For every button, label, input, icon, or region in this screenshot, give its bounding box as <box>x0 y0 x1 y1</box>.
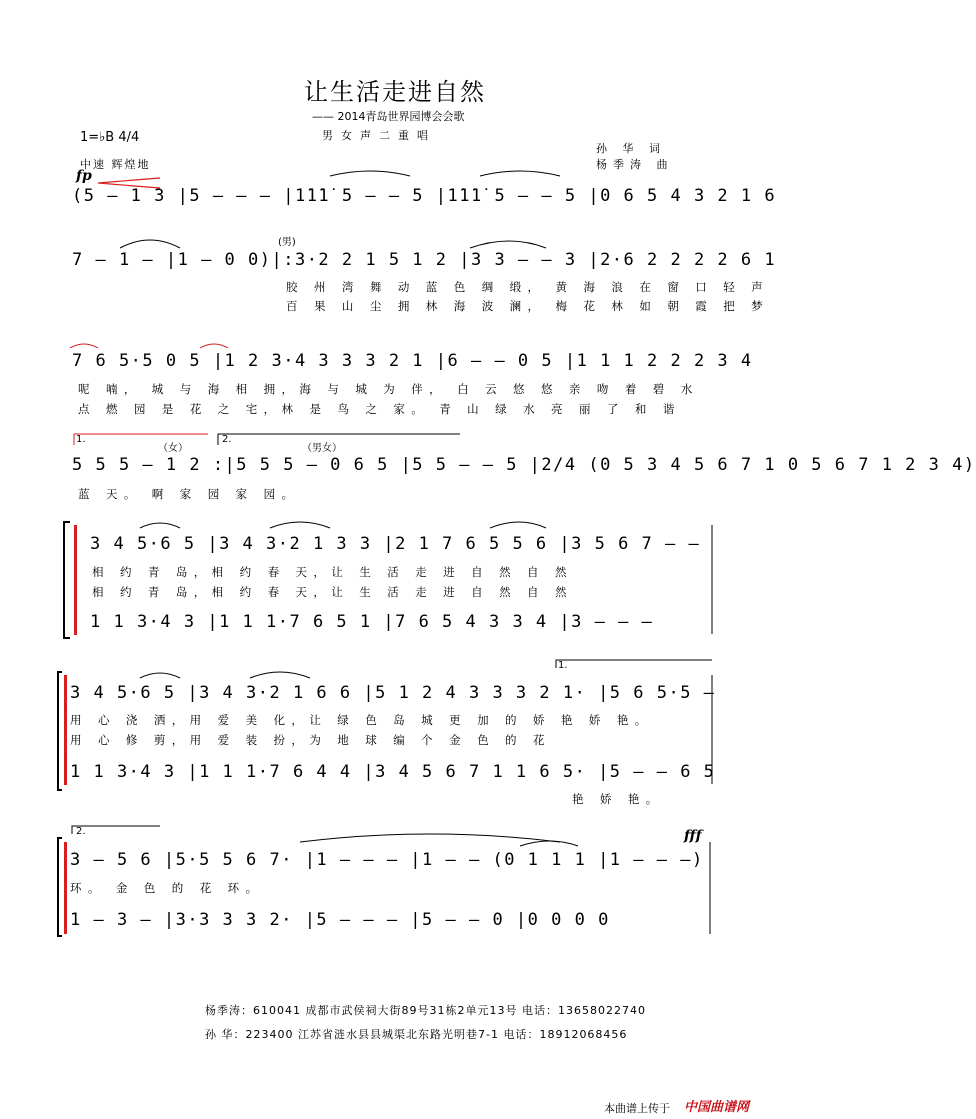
site-logo[interactable]: 中国曲谱网 <box>684 1100 750 1115</box>
system2-lower: 1 1 3·4 3 |1 1 1·7 6 4 4 |3 4 5 6 7 1 1 6 5· |5 – – 6 5 <box>70 762 716 782</box>
performers-label: 男女声二重唱 <box>322 129 436 142</box>
system1-lower: 1 1 3·4 3 |1 1 1·7 6 5 1 |7 6 5 4 3 3 4 |3 – – – <box>90 612 654 632</box>
part-label-male: (男) <box>278 237 296 248</box>
system2-volta-1: 1. <box>558 660 568 671</box>
system3-lower: 1 – 3 – |3·3 3 3 2· |5 – – – |5 – – 0 |0 0 0 0 <box>70 910 610 930</box>
system3-volta-2: 2. <box>76 826 86 837</box>
system1-upper: 3 4 5·6 5 |3 4 3·2 1 3 3 |2 1 7 6 5 5 6 |3 5 6 7 – – <box>90 534 701 554</box>
volta-1-label: 1. <box>76 434 86 445</box>
upload-notice: 本曲谱上传于 <box>604 1102 670 1115</box>
part-label-female: （女） <box>158 443 188 454</box>
lyric-line-2a: 胶 州 湾 舞 动 蓝 色 绸 缎， 黄 海 浪 在 窗 口 轻 声 <box>286 280 770 294</box>
composer-credit: 杨季涛 曲 <box>596 158 674 171</box>
score-line-2: 7 – 1 – |1 – 0 0)|:3·2 2 1 5 1 2 |3 3 – – 3 |2·6 2 2 2 2 6 1 <box>72 250 777 270</box>
system2-upper: 3 4 5·6 5 |3 4 3·2 1 6 6 |5 1 2 4 3 3 3 2 1· |5 6 5·5 – <box>70 683 716 703</box>
tempo-marking: 中速 辉煌地 <box>80 158 151 171</box>
lyric-line-2b: 百 果 山 尘 拥 林 海 波 澜， 梅 花 林 如 朝 霞 把 梦 <box>286 299 770 313</box>
system2-lyric-a: 用 心 浇 洒，用 爱 美 化，让 绿 色 岛 城 更 加 的 娇 艳 娇 艳。 <box>70 713 653 727</box>
contact-lyricist: 孙 华：223400 江苏省涟水县县城渠北东路光明巷7-1 电话：18912068456 <box>205 1028 628 1041</box>
system2-lower-lyric: 艳 娇 艳。 <box>572 792 664 806</box>
lyric-line-3a: 呢 喃， 城 与 海 相 拥，海 与 城 为 伴， 白 云 悠 悠 亲 吻 着 碧 水 <box>78 382 699 396</box>
song-subtitle: —— 2014青岛世界园博会会歌 <box>312 110 465 123</box>
lyric-line-4: 蓝 天。 啊 家 园 家 园。 <box>78 487 300 501</box>
part-label-both: （男女） <box>302 443 342 454</box>
system2-lyric-b: 用 心 修 剪，用 爱 装 扮，为 地 球 编 个 金 色 的 花 <box>70 733 551 747</box>
song-title: 让生活走进自然 <box>304 78 486 106</box>
contact-composer: 杨季涛：610041 成都市武侯祠大街89号31栋2单元13号 电话：13658022740 <box>205 1004 646 1017</box>
lyric-line-3b: 点 燃 园 是 花 之 宅，林 是 鸟 之 家。 青 山 绿 水 亮 丽 了 和 谐 <box>78 402 681 416</box>
dynamic-end: fff <box>684 828 702 844</box>
system3-upper: 3 – 5 6 |5·5 5 6 7· |1 – – – |1 – – (0 1 1 1 |1 – – –) <box>70 850 704 870</box>
score-line-1: (5 – 1 3 |5 – – – |1̇1̇1̇ 5 – – 5 |1̇1̇1̇ 5 – – 5 |0 6 5 4 3 2 1 6 <box>72 186 777 206</box>
score-line-3: 7 6 5·5 0 5 |1 2 3·4 3 3 3 2 1 |6 – – 0 5 |1 1 1 2 2 2 3 4 <box>72 351 753 371</box>
dynamic-start: fp <box>76 168 92 184</box>
system1-lyric-a: 相 约 青 岛，相 约 春 天，让 生 活 走 进 自 然 自 然 <box>92 565 573 579</box>
system1-lyric-b: 相 约 青 岛，相 约 春 天，让 生 活 走 进 自 然 自 然 <box>92 585 573 599</box>
score-line-4: 5 5 5 – 1 2 :|5 5 5 – 0 6 5 |5 5 – – 5 |2/4 (0 5 3 4 5 6 7 1 0 5 6 7 1 2 3 4) <box>72 455 976 475</box>
volta-2-label: 2. <box>222 434 232 445</box>
system3-lyric-a: 环。 金 色 的 花 环。 <box>70 881 264 895</box>
lyricist-credit: 孙 华 词 <box>596 142 666 155</box>
key-signature: 1=♭B 4/4 <box>80 130 140 145</box>
